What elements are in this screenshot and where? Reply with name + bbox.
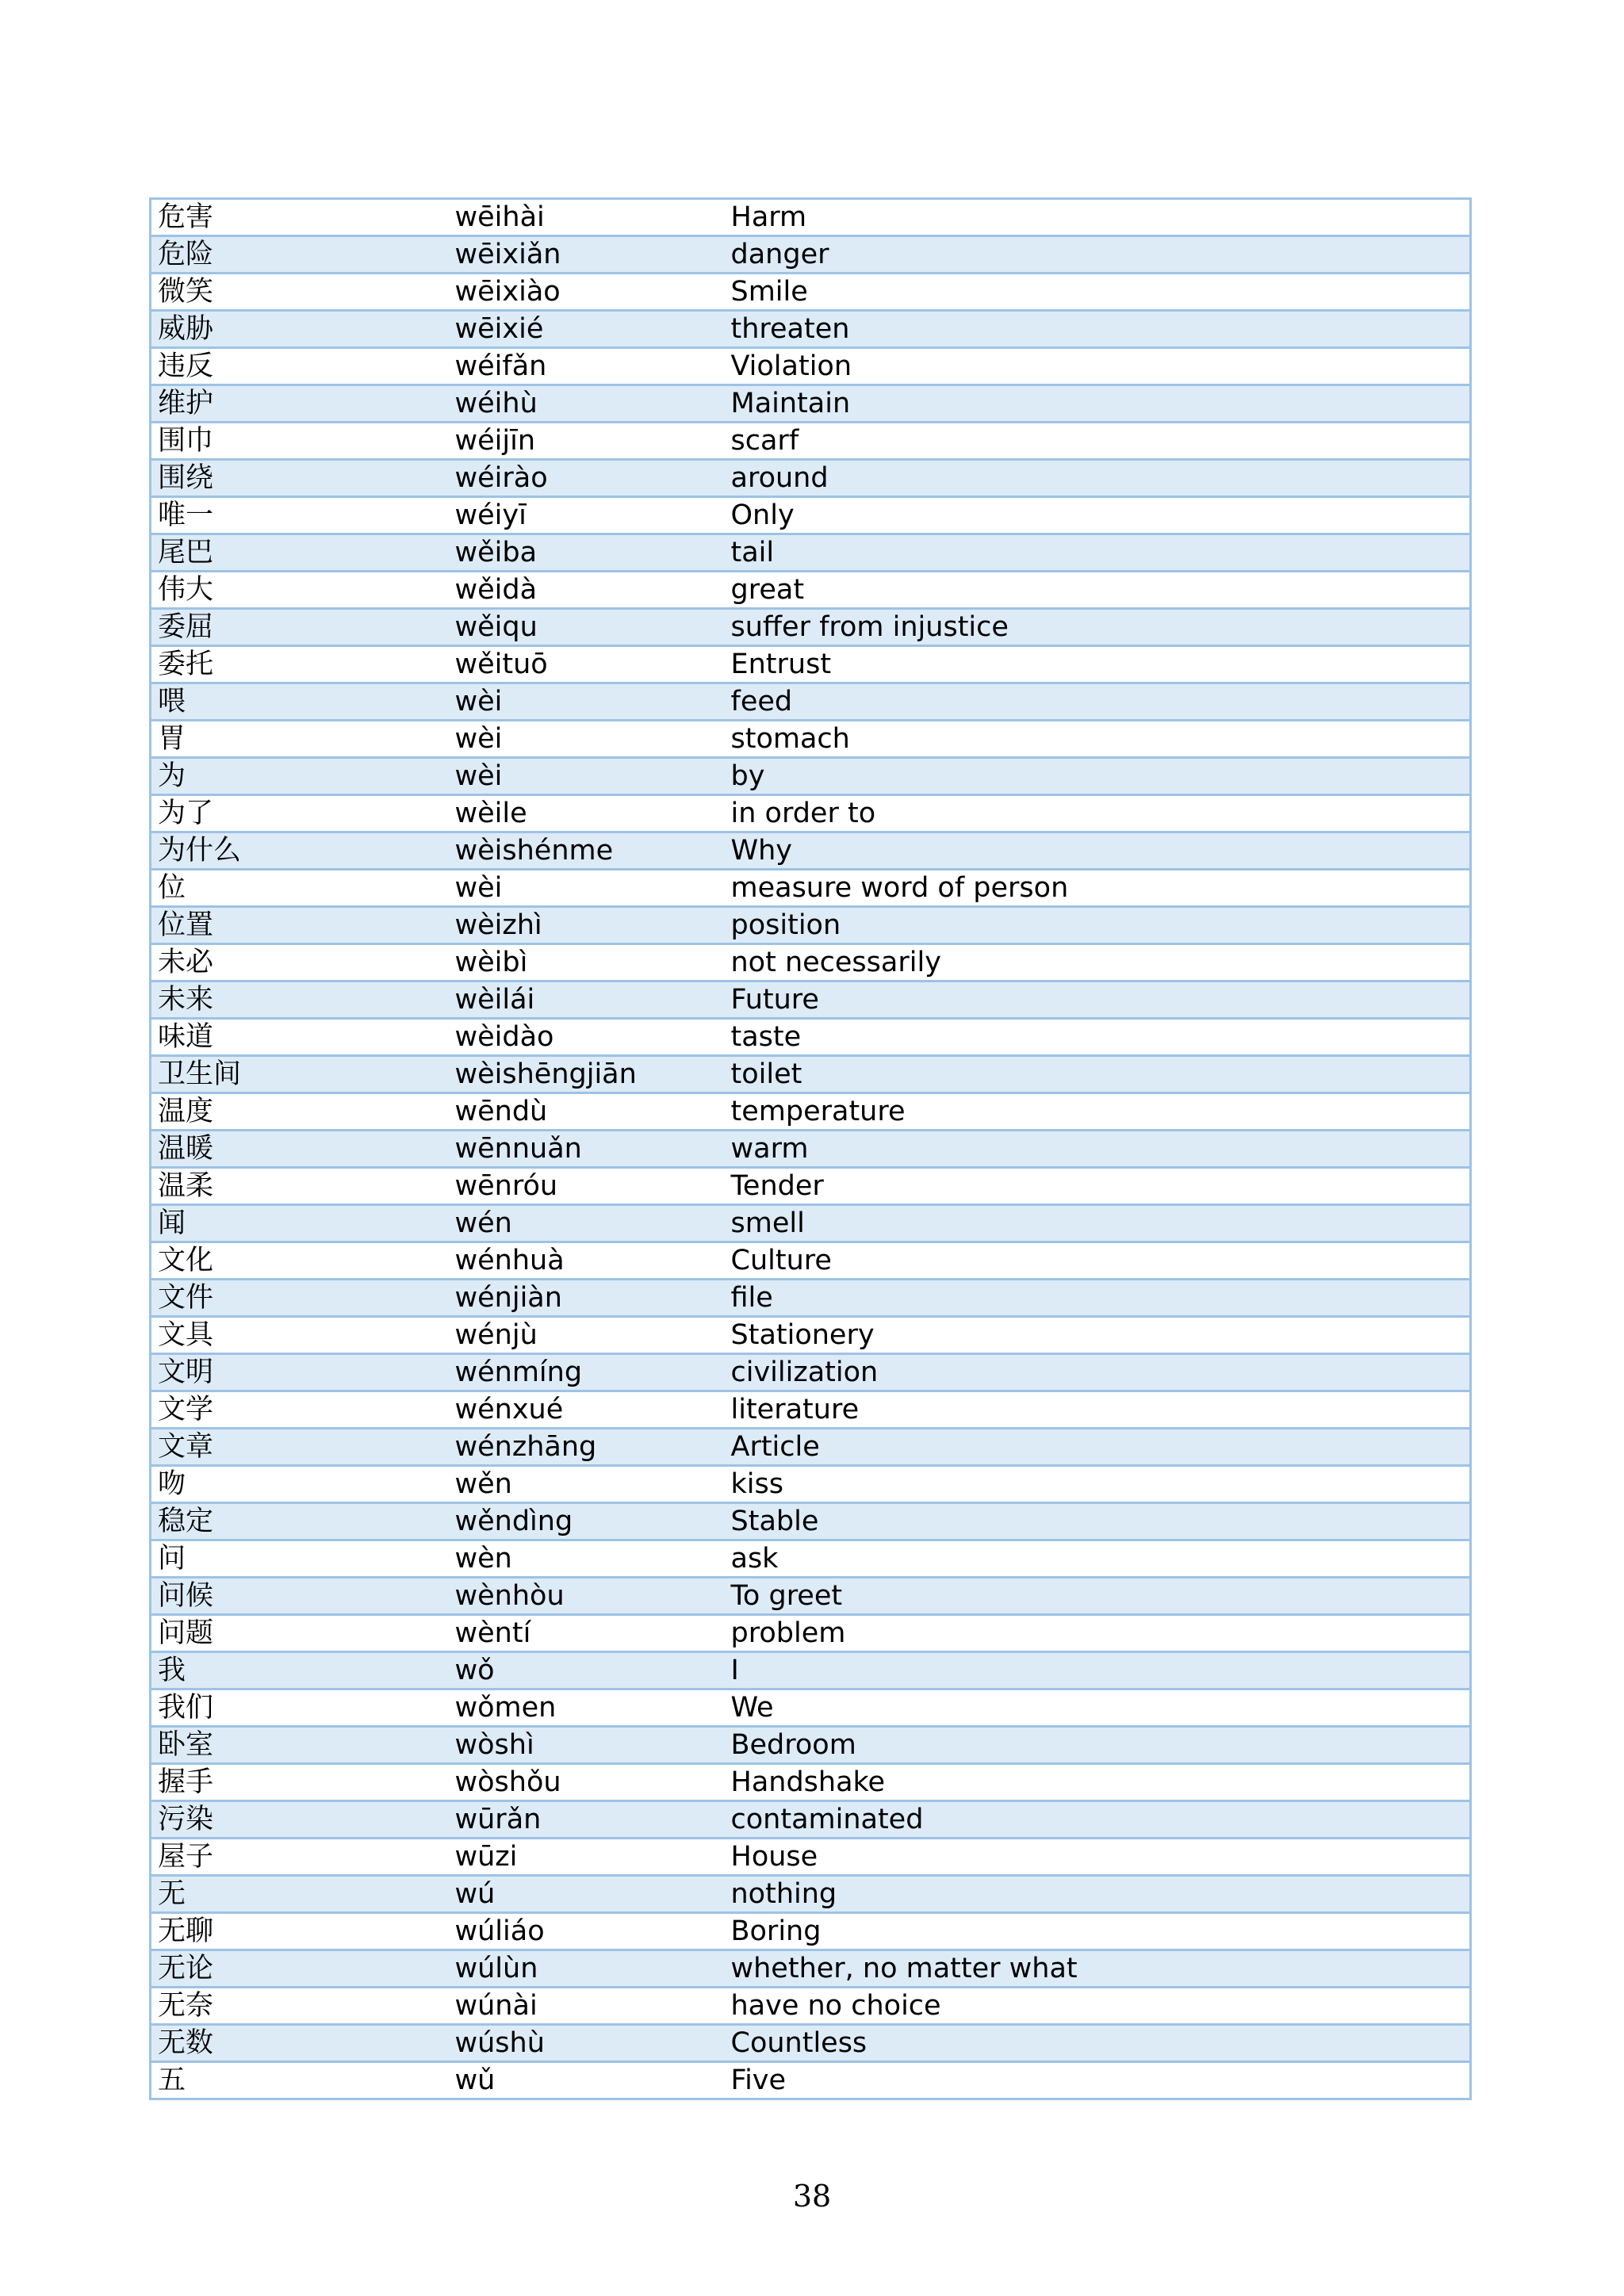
hanzi-cell: 围绕 (151, 460, 449, 497)
hanzi-cell: 卧室 (151, 1727, 449, 1764)
hanzi-cell: 为 (151, 758, 449, 795)
english-cell: scarf (725, 423, 1471, 460)
pinyin-cell: wěituō (449, 646, 725, 683)
english-cell: tail (725, 534, 1471, 572)
table-row (151, 907, 1471, 944)
english-cell: Handshake (725, 1764, 1471, 1801)
table-row (151, 1652, 1471, 1689)
english-cell: Smile (725, 274, 1471, 311)
pinyin-cell: wèn (449, 1540, 725, 1578)
table-row (151, 1615, 1471, 1652)
pinyin-cell: wǒmen (449, 1689, 725, 1727)
table-row (151, 1280, 1471, 1317)
english-cell: great (725, 572, 1471, 609)
pinyin-cell: wéifǎn (449, 348, 725, 385)
table-row (151, 944, 1471, 982)
pinyin-cell: wǔ (449, 2062, 725, 2099)
table-row (151, 1839, 1471, 1876)
table-row (151, 1354, 1471, 1391)
pinyin-cell: wúnài (449, 1988, 725, 2025)
table-row (151, 1168, 1471, 1205)
english-cell: I (725, 1652, 1471, 1689)
english-cell: toilet (725, 1056, 1471, 1093)
pinyin-cell: wèidào (449, 1019, 725, 1056)
english-cell: Five (725, 2062, 1471, 2099)
english-cell: To greet (725, 1578, 1471, 1615)
english-cell: Violation (725, 348, 1471, 385)
hanzi-cell: 文化 (151, 1242, 449, 1280)
english-cell: Tender (725, 1168, 1471, 1205)
pinyin-cell: wéiyī (449, 497, 725, 534)
hanzi-cell: 唯一 (151, 497, 449, 534)
hanzi-cell: 文具 (151, 1317, 449, 1354)
hanzi-cell: 无聊 (151, 1913, 449, 1950)
table-row (151, 609, 1471, 646)
vocabulary-table (149, 197, 1472, 2100)
english-cell: Only (725, 497, 1471, 534)
hanzi-cell: 位置 (151, 907, 449, 944)
table-row (151, 1689, 1471, 1727)
pinyin-cell: wěiqu (449, 609, 725, 646)
pinyin-cell: wúliáo (449, 1913, 725, 1950)
hanzi-cell: 屋子 (151, 1839, 449, 1876)
pinyin-cell: wénzhāng (449, 1429, 725, 1466)
table-row (151, 2025, 1471, 2062)
hanzi-cell: 喂 (151, 683, 449, 721)
hanzi-cell: 无数 (151, 2025, 449, 2062)
english-cell: Boring (725, 1913, 1471, 1950)
pinyin-cell: wèi (449, 683, 725, 721)
table-row (151, 1801, 1471, 1839)
pinyin-cell: wòshǒu (449, 1764, 725, 1801)
pinyin-cell: wénjù (449, 1317, 725, 1354)
english-cell: Stationery (725, 1317, 1471, 1354)
english-cell: Culture (725, 1242, 1471, 1280)
pinyin-cell: wēihài (449, 199, 725, 236)
hanzi-cell: 危害 (151, 199, 449, 236)
table-row (151, 982, 1471, 1019)
hanzi-cell: 我 (151, 1652, 449, 1689)
hanzi-cell: 微笑 (151, 274, 449, 311)
hanzi-cell: 违反 (151, 348, 449, 385)
pinyin-cell: wèibì (449, 944, 725, 982)
table-row (151, 497, 1471, 534)
pinyin-cell: wēixié (449, 311, 725, 348)
english-cell: not necessarily (725, 944, 1471, 982)
table-row (151, 236, 1471, 274)
hanzi-cell: 无奈 (151, 1988, 449, 2025)
pinyin-cell: wèishēngjiān (449, 1056, 725, 1093)
table-row (151, 1578, 1471, 1615)
hanzi-cell: 威胁 (151, 311, 449, 348)
hanzi-cell: 围巾 (151, 423, 449, 460)
hanzi-cell: 温度 (151, 1093, 449, 1131)
hanzi-cell: 文章 (151, 1429, 449, 1466)
table-row (151, 1093, 1471, 1131)
hanzi-cell: 尾巴 (151, 534, 449, 572)
english-cell: contaminated (725, 1801, 1471, 1839)
table-row (151, 721, 1471, 758)
table-row (151, 534, 1471, 572)
english-cell: nothing (725, 1876, 1471, 1913)
pinyin-cell: wénxué (449, 1391, 725, 1429)
english-cell: feed (725, 683, 1471, 721)
english-cell: around (725, 460, 1471, 497)
hanzi-cell: 稳定 (151, 1503, 449, 1540)
table-row (151, 1466, 1471, 1503)
table-row (151, 423, 1471, 460)
pinyin-cell: wúlùn (449, 1950, 725, 1988)
table-row (151, 832, 1471, 870)
table-row (151, 1056, 1471, 1093)
hanzi-cell: 维护 (151, 385, 449, 423)
table-row (151, 460, 1471, 497)
pinyin-cell: wǒ (449, 1652, 725, 1689)
hanzi-cell: 无 (151, 1876, 449, 1913)
hanzi-cell: 闻 (151, 1205, 449, 1242)
pinyin-cell: wèntí (449, 1615, 725, 1652)
pinyin-cell: wěiba (449, 534, 725, 572)
english-cell: threaten (725, 311, 1471, 348)
english-cell: Countless (725, 2025, 1471, 2062)
hanzi-cell: 文明 (151, 1354, 449, 1391)
table-row (151, 572, 1471, 609)
english-cell: suffer from injustice (725, 609, 1471, 646)
table-row (151, 646, 1471, 683)
pinyin-cell: wúshù (449, 2025, 725, 2062)
english-cell: stomach (725, 721, 1471, 758)
hanzi-cell: 温暖 (151, 1131, 449, 1168)
pinyin-cell: wěndìng (449, 1503, 725, 1540)
english-cell: Future (725, 982, 1471, 1019)
pinyin-cell: wèi (449, 870, 725, 907)
english-cell: kiss (725, 1466, 1471, 1503)
table-row (151, 1876, 1471, 1913)
english-cell: file (725, 1280, 1471, 1317)
hanzi-cell: 温柔 (151, 1168, 449, 1205)
table-row (151, 1988, 1471, 2025)
hanzi-cell: 卫生间 (151, 1056, 449, 1093)
hanzi-cell: 为什么 (151, 832, 449, 870)
hanzi-cell: 胃 (151, 721, 449, 758)
table-row (151, 1317, 1471, 1354)
table-row (151, 274, 1471, 311)
pinyin-cell: wēixiǎn (449, 236, 725, 274)
hanzi-cell: 位 (151, 870, 449, 907)
table-row (151, 1019, 1471, 1056)
table-row (151, 1429, 1471, 1466)
table-row (151, 1540, 1471, 1578)
table-row (151, 795, 1471, 832)
page-number: 38 (792, 2179, 832, 2214)
english-cell: Stable (725, 1503, 1471, 1540)
table-row (151, 1913, 1471, 1950)
pinyin-cell: wèile (449, 795, 725, 832)
english-cell: problem (725, 1615, 1471, 1652)
english-cell: taste (725, 1019, 1471, 1056)
pinyin-cell: wèishénme (449, 832, 725, 870)
pinyin-cell: wén (449, 1205, 725, 1242)
english-cell: danger (725, 236, 1471, 274)
table-row (151, 683, 1471, 721)
pinyin-cell: wūrǎn (449, 1801, 725, 1839)
pinyin-cell: wú (449, 1876, 725, 1913)
table-row (151, 2062, 1471, 2099)
pinyin-cell: wěidà (449, 572, 725, 609)
pinyin-cell: wēixiào (449, 274, 725, 311)
table-row (151, 1205, 1471, 1242)
hanzi-cell: 味道 (151, 1019, 449, 1056)
pinyin-cell: wénjiàn (449, 1280, 725, 1317)
pinyin-cell: wéihù (449, 385, 725, 423)
hanzi-cell: 未来 (151, 982, 449, 1019)
pinyin-cell: wénmíng (449, 1354, 725, 1391)
hanzi-cell: 为了 (151, 795, 449, 832)
english-cell: Maintain (725, 385, 1471, 423)
english-cell: position (725, 907, 1471, 944)
hanzi-cell: 问 (151, 1540, 449, 1578)
pinyin-cell: wéirào (449, 460, 725, 497)
pinyin-cell: wēndù (449, 1093, 725, 1131)
table-row (151, 1727, 1471, 1764)
table-row (151, 758, 1471, 795)
table-row (151, 1242, 1471, 1280)
hanzi-cell: 五 (151, 2062, 449, 2099)
table-row (151, 385, 1471, 423)
english-cell: civilization (725, 1354, 1471, 1391)
english-cell: House (725, 1839, 1471, 1876)
table-row (151, 348, 1471, 385)
hanzi-cell: 问候 (151, 1578, 449, 1615)
english-cell: have no choice (725, 1988, 1471, 2025)
hanzi-cell: 无论 (151, 1950, 449, 1988)
hanzi-cell: 文学 (151, 1391, 449, 1429)
hanzi-cell: 委托 (151, 646, 449, 683)
pinyin-cell: wēnnuǎn (449, 1131, 725, 1168)
hanzi-cell: 文件 (151, 1280, 449, 1317)
table-row (151, 1391, 1471, 1429)
pinyin-cell: wèi (449, 758, 725, 795)
hanzi-cell: 委屈 (151, 609, 449, 646)
pinyin-cell: wènhòu (449, 1578, 725, 1615)
english-cell: literature (725, 1391, 1471, 1429)
english-cell: ask (725, 1540, 1471, 1578)
hanzi-cell: 问题 (151, 1615, 449, 1652)
english-cell: temperature (725, 1093, 1471, 1131)
english-cell: in order to (725, 795, 1471, 832)
pinyin-cell: wēnróu (449, 1168, 725, 1205)
english-cell: whether, no matter what (725, 1950, 1471, 1988)
english-cell: smell (725, 1205, 1471, 1242)
hanzi-cell: 危险 (151, 236, 449, 274)
english-cell: Entrust (725, 646, 1471, 683)
table-row (151, 870, 1471, 907)
english-cell: by (725, 758, 1471, 795)
table-row (151, 1503, 1471, 1540)
pinyin-cell: wénhuà (449, 1242, 725, 1280)
table-row (151, 1764, 1471, 1801)
english-cell: We (725, 1689, 1471, 1727)
pinyin-cell: wūzi (449, 1839, 725, 1876)
english-cell: Harm (725, 199, 1471, 236)
table-row (151, 199, 1471, 236)
pinyin-cell: wòshì (449, 1727, 725, 1764)
english-cell: Why (725, 832, 1471, 870)
pinyin-cell: wèizhì (449, 907, 725, 944)
pinyin-cell: wèilái (449, 982, 725, 1019)
pinyin-cell: wéijīn (449, 423, 725, 460)
hanzi-cell: 未必 (151, 944, 449, 982)
english-cell: measure word of person (725, 870, 1471, 907)
english-cell: Bedroom (725, 1727, 1471, 1764)
hanzi-cell: 握手 (151, 1764, 449, 1801)
vocabulary-table-body (151, 199, 1471, 2099)
table-row (151, 1131, 1471, 1168)
table-row (151, 311, 1471, 348)
pinyin-cell: wèi (449, 721, 725, 758)
table-row (151, 1950, 1471, 1988)
english-cell: Article (725, 1429, 1471, 1466)
hanzi-cell: 污染 (151, 1801, 449, 1839)
hanzi-cell: 吻 (151, 1466, 449, 1503)
hanzi-cell: 伟大 (151, 572, 449, 609)
english-cell: warm (725, 1131, 1471, 1168)
hanzi-cell: 我们 (151, 1689, 449, 1727)
pinyin-cell: wěn (449, 1466, 725, 1503)
